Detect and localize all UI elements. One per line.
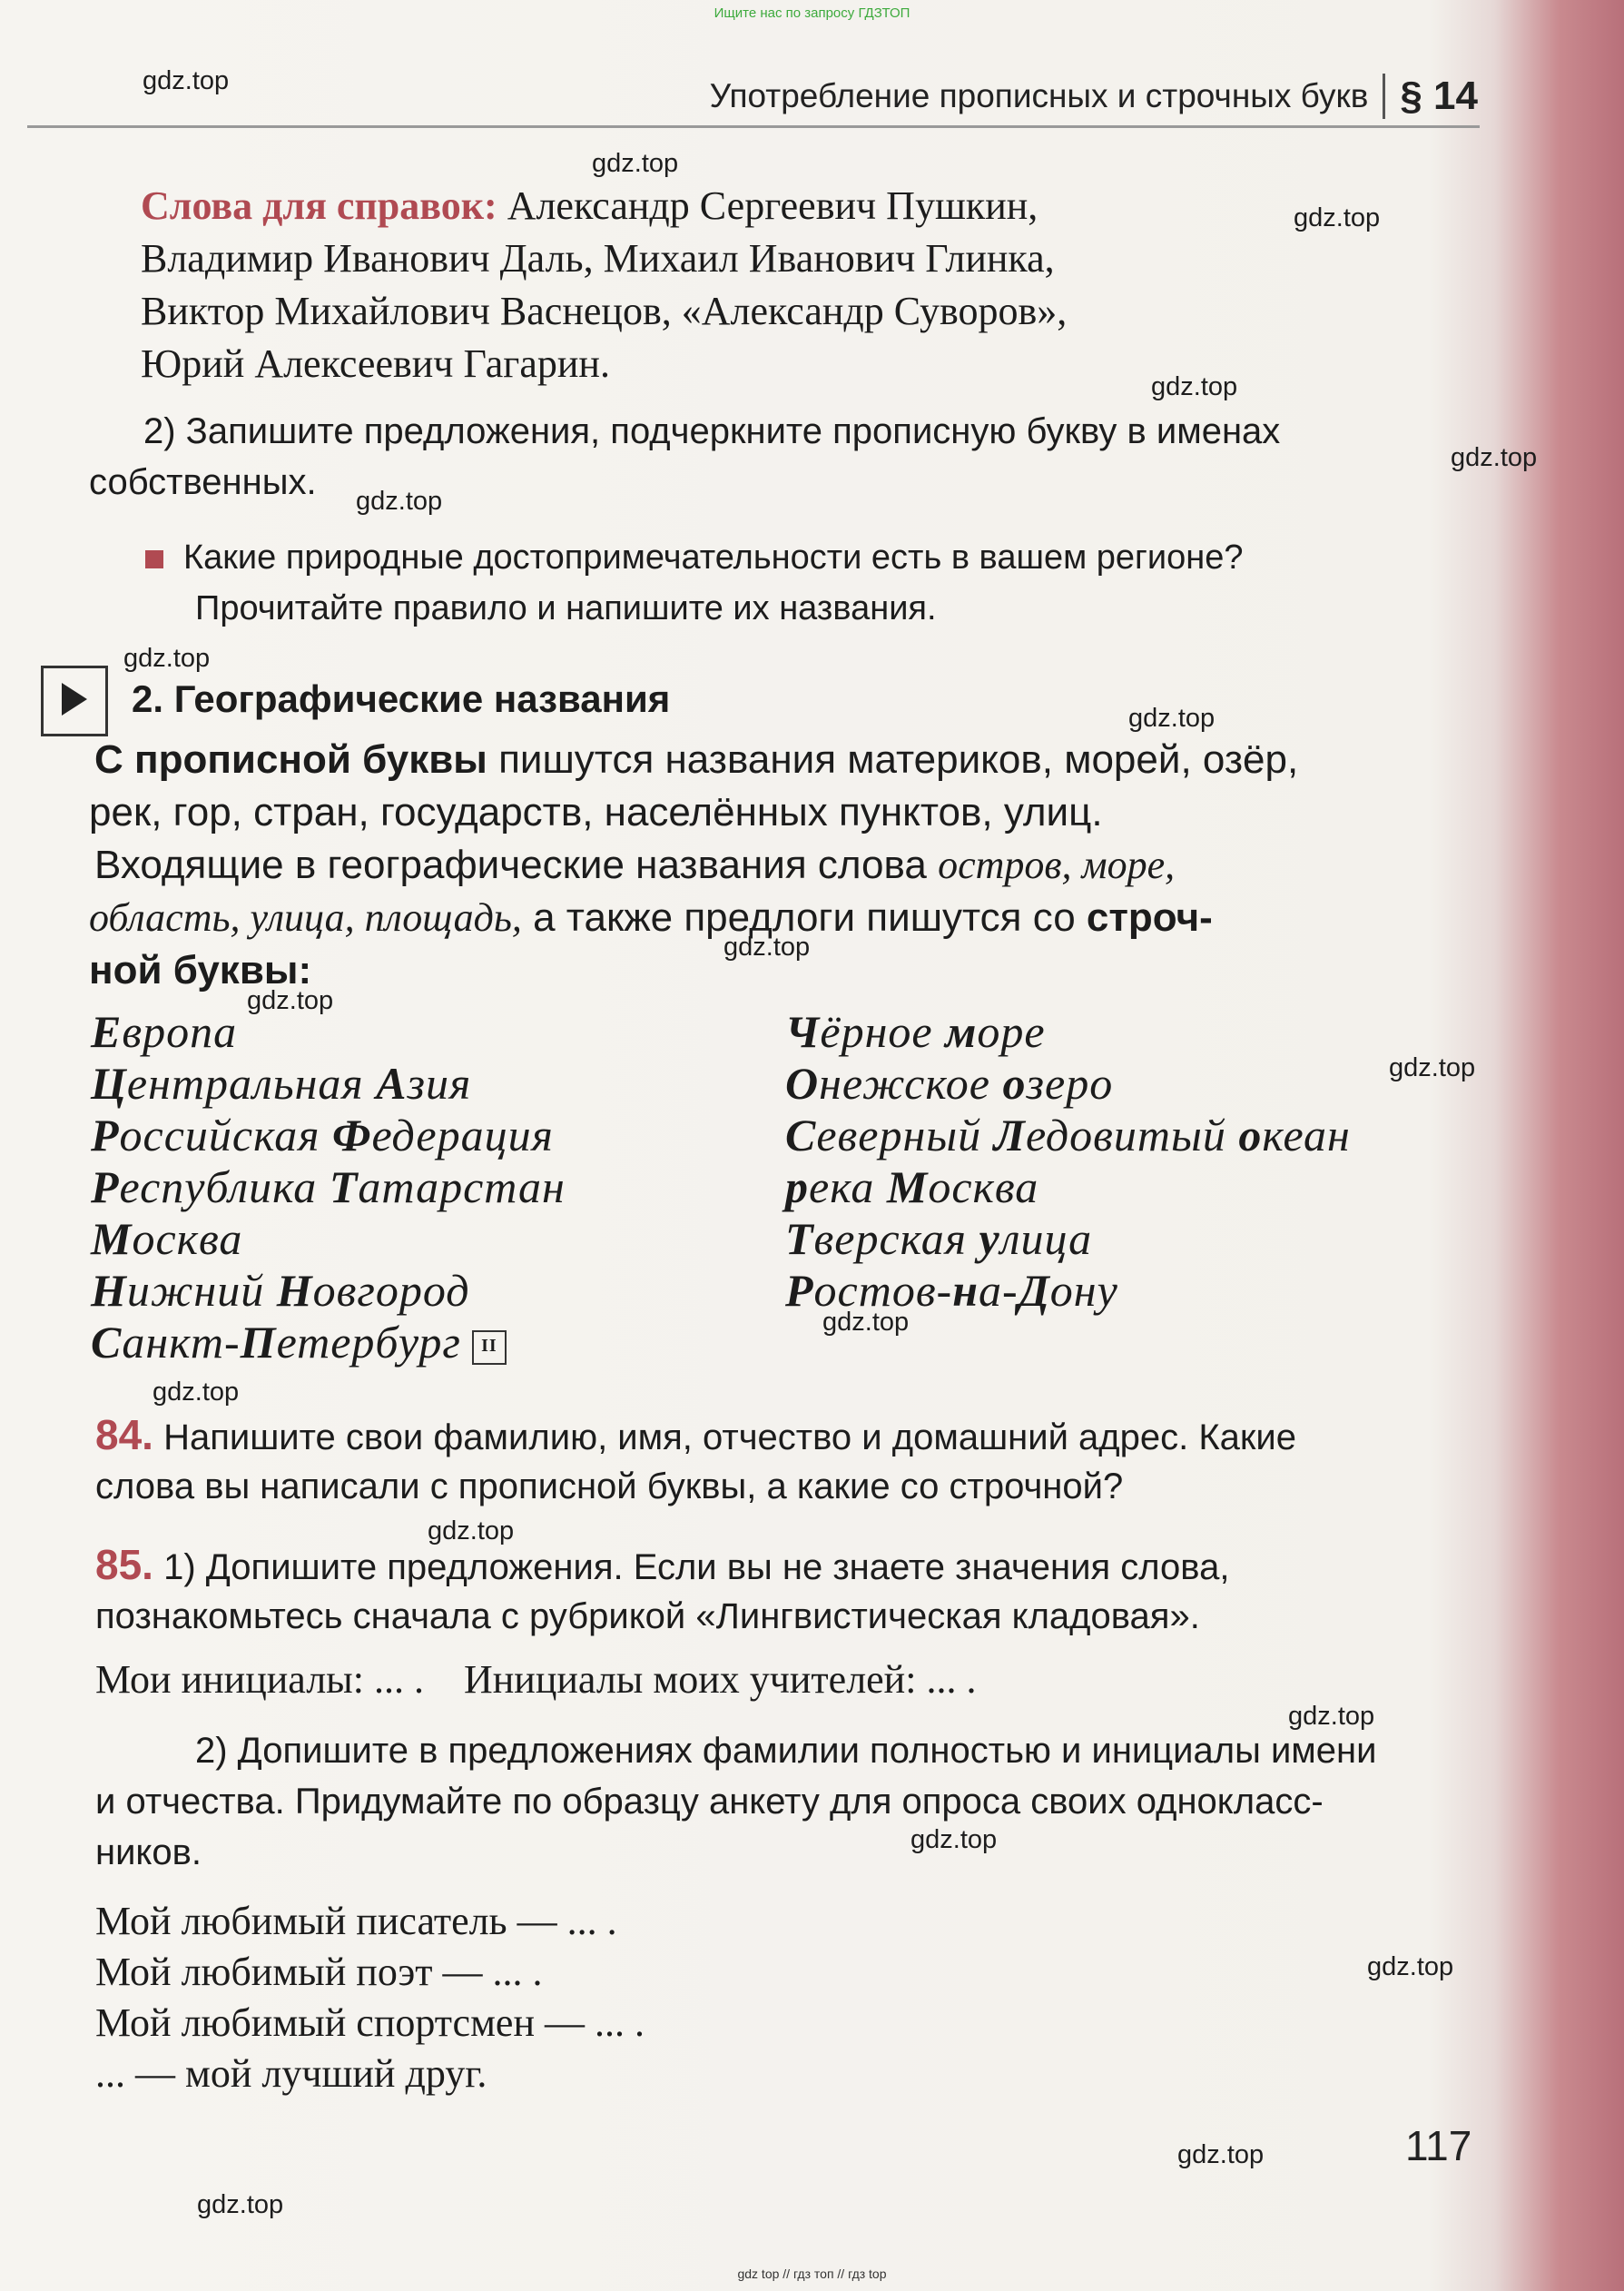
watermark: gdz.top	[822, 1308, 910, 1337]
example-item: Чёрное море	[785, 1006, 1046, 1057]
rule-text: С прописной буквы пишутся названия материков, морей, озёр, рек, гор, стран, государств, населённых пунктов, улиц. Входящие в географические названия слова остров, море, область, улица, площадь, а также предлоги пишутся со строч- ной буквы:	[89, 737, 1299, 992]
sample-sentences	[95, 1896, 645, 2099]
watermark: gdz.top	[1128, 704, 1216, 733]
watermark: gdz.top	[1288, 1702, 1375, 1731]
section-title: 2. Географические названия	[132, 677, 671, 720]
examples-left	[91, 1006, 781, 1368]
play-icon	[41, 666, 108, 736]
header-section-number: § 14	[1400, 74, 1478, 118]
watermark: gdz.top	[1367, 1952, 1454, 1981]
example-item: Северный Ледовитый океан	[785, 1110, 1351, 1160]
exercise-85-task-2: 2) Допишите в предложениях фамилии полностью и инициалы имени и отчества. Придумайте по образцу анкету для опроса своих однокласс- ников.	[95, 1731, 1377, 1872]
example-item: Ростов-на-Дону	[785, 1265, 1118, 1316]
reference-words	[141, 180, 1475, 390]
sample-sentence: Мой любимый писатель — ... .	[95, 1899, 617, 1943]
example-item: Онежское озеро	[785, 1058, 1114, 1109]
watermark: gdz.top	[1294, 203, 1381, 232]
sample-sentence: Мой любимый спортсмен — ... .	[95, 2000, 645, 2045]
exercise-number: 85.	[95, 1541, 153, 1588]
exercise-number: 84.	[95, 1411, 153, 1458]
initials-sentence: Мои инициалы: ... . Инициалы моих учителей: ... .	[95, 1657, 977, 1702]
watermark: gdz.top	[143, 66, 230, 95]
reference-line: Владимир Иванович Даль, Михаил Иванович Глинка,	[141, 236, 1055, 281]
sample-sentence: ... — мой лучший друг.	[95, 2051, 487, 2096]
watermark: gdz.top	[723, 933, 811, 962]
square-bullet-icon	[145, 550, 163, 568]
example-item: Санкт-Петербург II	[91, 1317, 781, 1368]
watermark: gdz.top	[428, 1516, 515, 1545]
watermark: gdz.top	[247, 986, 334, 1015]
examples-right	[785, 1006, 1493, 1317]
task-2: 2) Запишите предложения, подчеркните прописную букву в именах собственных.	[89, 411, 1281, 502]
watermark: gdz.top	[1177, 2140, 1265, 2169]
page-number: 117	[1405, 2122, 1472, 2169]
regional-question: Какие природные достопримечательности есть в вашем регионе? Прочитайте правило и напишите их названия.	[145, 532, 1489, 634]
header-title: Употребление прописных и строчных букв	[709, 77, 1369, 114]
watermark: gdz.top	[123, 644, 211, 673]
exercise-85: 85. 1) Допишите предложения. Если вы не знаете значения слова, познакомьтесь сначала с рубрикой «Лингвистическая кладовая».	[95, 1541, 1230, 1636]
example-item: Российская Федерация	[91, 1110, 554, 1160]
sample-sentence: Мой любимый поэт — ... .	[95, 1950, 543, 1994]
running-header	[688, 69, 1478, 123]
example-item: Республика Татарстан	[91, 1161, 566, 1212]
reference-label: Слова для справок:	[141, 183, 497, 228]
watermark: gdz.top	[197, 2190, 284, 2219]
top-note: Ищите нас по запросу ГДЗТОП	[714, 5, 910, 21]
watermark: gdz.top	[1151, 372, 1238, 401]
watermark: gdz.top	[1451, 443, 1538, 472]
reference-line: Виктор Михайлович Васнецов, «Александр Суворов»,	[141, 289, 1068, 333]
reference-line: Слова для справок: Александр Сергеевич Пушкин,	[141, 183, 1038, 228]
watermark: gdz.top	[356, 487, 443, 516]
reference-line: Юрий Алексеевич Гагарин.	[141, 341, 610, 386]
exercise-84: 84. Напишите свои фамилию, имя, отчество и домашний адрес. Какие слова вы написали с прописной буквы, а какие со строчной?	[95, 1411, 1296, 1506]
example-item: Нижний Новгород	[91, 1265, 470, 1316]
watermark: gdz.top	[153, 1378, 240, 1407]
watermark: gdz.top	[592, 149, 679, 178]
header-divider	[1383, 74, 1385, 119]
roman-numeral-mark: II	[472, 1330, 507, 1365]
example-item: Тверская улица	[785, 1213, 1093, 1264]
bottom-note: gdz top // гдз топ // гдз top	[737, 2266, 887, 2281]
example-item: Европа	[91, 1006, 238, 1057]
example-item: Москва	[91, 1213, 243, 1264]
example-item: Центральная Азия	[91, 1058, 472, 1109]
watermark: gdz.top	[1389, 1053, 1476, 1082]
watermark: gdz.top	[910, 1825, 998, 1854]
header-rule	[27, 125, 1480, 128]
example-item: река Москва	[785, 1161, 1039, 1212]
